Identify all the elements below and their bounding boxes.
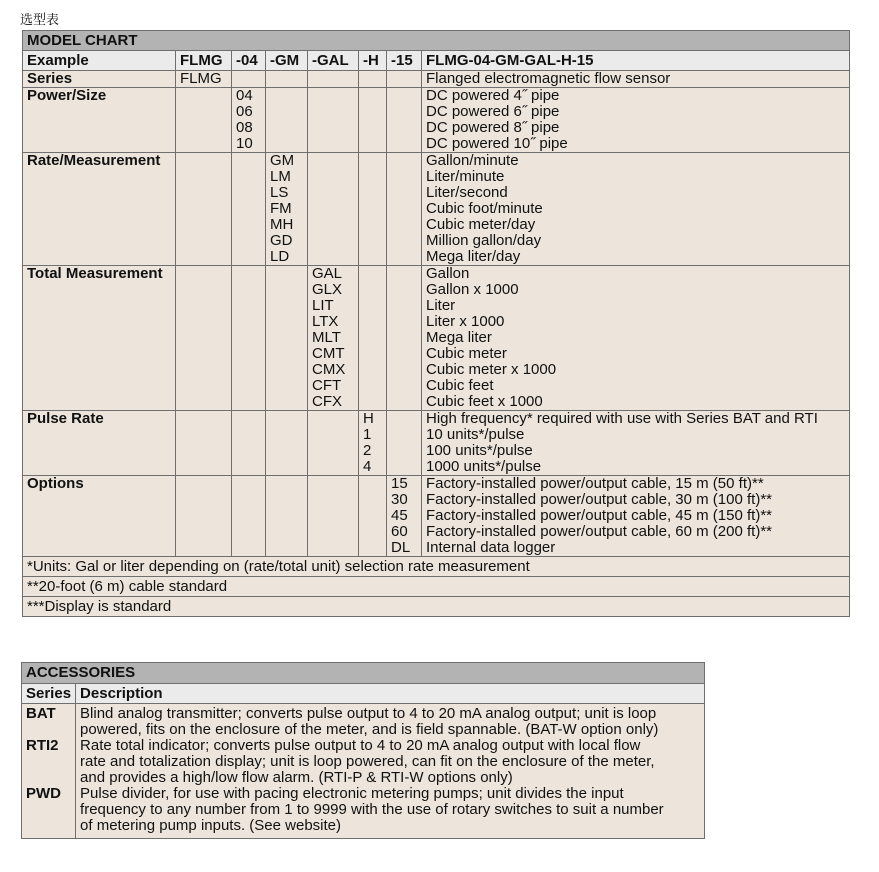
footnote: ***Display is standard (23, 597, 850, 617)
model-row-empty-cell (387, 411, 422, 476)
model-row-empty-cell (266, 71, 308, 88)
example-full-code: FLMG-04-GM-GAL-H-15 (422, 51, 850, 71)
accessory-series: BAT (26, 705, 56, 722)
model-row-empty-cell (232, 153, 266, 266)
option-code: 15 (391, 475, 408, 492)
option-description: Cubic meter x 1000 (426, 361, 557, 378)
accessory-description-line: rate and totalization display; unit is loop powered, can fit on the enclosure of the meter, (80, 753, 655, 770)
option-description: 1000 units*/pulse (426, 458, 542, 475)
model-row-empty-cell (266, 88, 308, 153)
model-row (23, 411, 850, 476)
model-chart-title: MODEL CHART (23, 31, 850, 51)
option-description: 10 units*/pulse (426, 426, 525, 443)
model-row-codes (359, 411, 387, 476)
option-code: 45 (391, 507, 408, 524)
option-code: 4 (363, 458, 372, 475)
option-code: 1 (363, 426, 372, 443)
model-row-descriptions (422, 153, 850, 266)
option-code: MLT (312, 329, 341, 346)
model-row-empty-cell (176, 88, 232, 153)
model-chart-table (22, 30, 850, 617)
accessory-description-line: and provides a high/low flow alarm. (RTI-P & RTI-W options only) (80, 769, 513, 786)
accessory-description-line: Rate total indicator; converts pulse output to 4 to 20 mA analog output with local flow (80, 737, 641, 754)
option-description: Cubic meter/day (426, 216, 536, 233)
option-description: Cubic meter (426, 345, 507, 362)
model-row-codes (266, 153, 308, 266)
option-code: LIT (312, 297, 334, 314)
example-part: FLMG (176, 51, 232, 71)
option-code: CFX (312, 393, 342, 410)
model-row-empty-cell (308, 88, 359, 153)
accessory-description-line: of metering pump inputs. (See website) (80, 817, 342, 834)
option-description: DC powered 10˝ pipe (426, 135, 568, 152)
model-row-empty-cell (266, 411, 308, 476)
option-code: CMT (312, 345, 345, 362)
option-description: Factory-installed power/output cable, 15 m (50 ft)** (426, 475, 764, 492)
option-description: Cubic foot/minute (426, 200, 543, 217)
option-code: H (363, 410, 374, 427)
model-row-empty-cell (387, 71, 422, 88)
model-row-codes (232, 88, 266, 153)
accessory-description-line: powered, fits on the enclosure of the meter, and is field spannable. (BAT-W option only) (80, 721, 659, 738)
example-part: -GM (266, 51, 308, 71)
model-chart-notes (23, 557, 850, 617)
option-description: Cubic feet (426, 377, 494, 394)
example-part: -H (359, 51, 387, 71)
option-description: Liter/second (426, 184, 508, 201)
model-row-empty-cell (308, 153, 359, 266)
model-row-empty-cell (308, 71, 359, 88)
model-row-empty-cell (176, 153, 232, 266)
model-row-empty-cell (266, 476, 308, 557)
accessories-title: ACCESSORIES (22, 663, 705, 684)
model-row-codes (176, 71, 232, 88)
model-row-label: Rate/Measurement (23, 153, 176, 266)
option-code: 2 (363, 442, 372, 459)
footnote: **20-foot (6 m) cable standard (23, 577, 850, 597)
accessories-table (21, 662, 705, 839)
option-code: 06 (236, 103, 253, 120)
model-row (23, 88, 850, 153)
column-header-series: Series (22, 684, 76, 704)
option-code: LS (270, 184, 289, 201)
option-description: Liter x 1000 (426, 313, 505, 330)
model-row-empty-cell (359, 266, 387, 411)
option-code: FLMG (180, 70, 222, 87)
model-row-empty-cell (387, 88, 422, 153)
model-row-label: Series (23, 71, 176, 88)
option-code: DL (391, 539, 411, 556)
example-row (23, 51, 850, 71)
option-code: 60 (391, 523, 408, 540)
accessory-description-line: Blind analog transmitter; converts pulse output to 4 to 20 mA analog output; unit is loop (80, 705, 657, 722)
option-code: LD (270, 248, 290, 265)
option-code: LM (270, 168, 291, 185)
column-header-description: Description (76, 684, 705, 704)
model-row (23, 153, 850, 266)
option-code: GD (270, 232, 293, 249)
model-row-descriptions (422, 71, 850, 88)
option-code: CMX (312, 361, 346, 378)
model-row-empty-cell (359, 153, 387, 266)
example-part: -GAL (308, 51, 359, 71)
model-row-label: Power/Size (23, 88, 176, 153)
model-row-descriptions (422, 266, 850, 411)
model-row-descriptions (422, 88, 850, 153)
option-description: DC powered 6˝ pipe (426, 103, 560, 120)
option-description: Million gallon/day (426, 232, 542, 249)
example-label: Example (23, 51, 176, 71)
model-row-empty-cell (359, 71, 387, 88)
option-code: GM (270, 152, 295, 169)
option-description: Mega liter/day (426, 248, 521, 265)
model-row-empty-cell (232, 476, 266, 557)
option-code: MH (270, 216, 294, 233)
option-description: 100 units*/pulse (426, 442, 533, 459)
model-row-label: Options (23, 476, 176, 557)
series-spacer (26, 754, 71, 770)
accessory-description-column (76, 704, 705, 839)
model-row (23, 266, 850, 411)
option-description: Gallon x 1000 (426, 281, 519, 298)
series-spacer (26, 802, 71, 818)
model-row-empty-cell (359, 88, 387, 153)
model-row-empty-cell (176, 476, 232, 557)
model-row-codes (308, 266, 359, 411)
model-row-empty-cell (387, 266, 422, 411)
page-caption: 选型表 (20, 12, 60, 27)
model-row-empty-cell (232, 411, 266, 476)
option-description: High frequency* required with use with Series BAT and RTI (426, 410, 818, 427)
option-description: Cubic feet x 1000 (426, 393, 543, 410)
option-code: GAL (312, 265, 343, 282)
option-code: 08 (236, 119, 253, 136)
option-description: DC powered 4˝ pipe (426, 87, 560, 104)
option-code: FM (270, 200, 292, 217)
option-code: 30 (391, 491, 408, 508)
model-row-empty-cell (176, 411, 232, 476)
model-row-empty-cell (308, 476, 359, 557)
option-description: Mega liter (426, 329, 492, 346)
example-part: -04 (232, 51, 266, 71)
option-description: Liter (426, 297, 456, 314)
model-row-label: Pulse Rate (23, 411, 176, 476)
accessory-description-line: Pulse divider, for use with pacing electronic metering pumps; unit divides the input (80, 785, 624, 802)
model-row-label: Total Measurement (23, 266, 176, 411)
option-description: Factory-installed power/output cable, 45 m (150 ft)** (426, 507, 773, 524)
model-row-empty-cell (232, 266, 266, 411)
model-row-descriptions (422, 476, 850, 557)
option-code: GLX (312, 281, 343, 298)
option-description: Internal data logger (426, 539, 556, 556)
footnote: *Units: Gal or liter depending on (rate/total unit) selection rate measurement (23, 557, 850, 577)
series-spacer (26, 770, 71, 786)
accessory-series-column (22, 704, 76, 839)
option-description: Liter/minute (426, 168, 505, 185)
option-description: Factory-installed power/output cable, 30 m (100 ft)** (426, 491, 773, 508)
option-description: Gallon/minute (426, 152, 519, 169)
accessory-series: PWD (26, 785, 61, 802)
model-row-descriptions (422, 411, 850, 476)
option-description: Factory-installed power/output cable, 60 m (200 ft)** (426, 523, 773, 540)
option-description: Gallon (426, 265, 470, 282)
option-description: Flanged electromagnetic flow sensor (426, 70, 671, 87)
model-row (23, 476, 850, 557)
accessory-description-line: frequency to any number from 1 to 9999 with the use of rotary switches to suit a number (80, 801, 664, 818)
model-chart-rows (23, 71, 850, 557)
option-code: 10 (236, 135, 253, 152)
model-row-codes (387, 476, 422, 557)
option-code: LTX (312, 313, 339, 330)
accessory-series: RTI2 (26, 737, 59, 754)
option-code: CFT (312, 377, 342, 394)
model-row-empty-cell (232, 71, 266, 88)
model-row-empty-cell (387, 153, 422, 266)
model-row-empty-cell (359, 476, 387, 557)
example-part: -15 (387, 51, 422, 71)
series-spacer (26, 722, 71, 738)
option-code: 04 (236, 87, 253, 104)
model-row-empty-cell (308, 411, 359, 476)
model-row-empty-cell (266, 266, 308, 411)
model-row (23, 71, 850, 88)
option-description: DC powered 8˝ pipe (426, 119, 560, 136)
model-row-empty-cell (176, 266, 232, 411)
series-spacer (26, 818, 71, 834)
